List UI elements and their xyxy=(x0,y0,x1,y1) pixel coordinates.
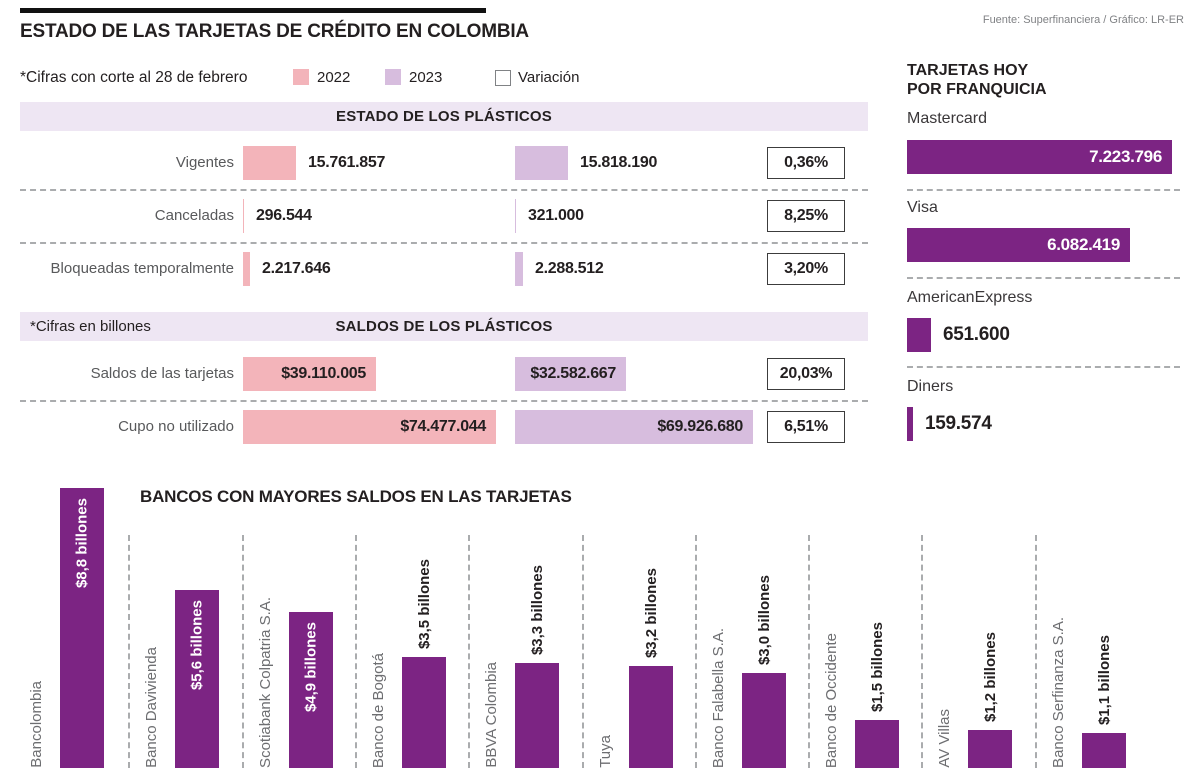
bank-value: $4,9 billones xyxy=(302,622,320,713)
bank-cell xyxy=(1035,535,1150,768)
franquicia-row-visa xyxy=(907,228,1130,262)
variacion-box: 0,36% xyxy=(767,147,845,179)
bar-2023 xyxy=(515,410,753,444)
value-2022: 296.544 xyxy=(256,207,312,224)
estado-row-2023-cell xyxy=(515,199,584,233)
bank-cell xyxy=(128,535,243,768)
bank-bar xyxy=(402,657,446,768)
legend-swatch-2023 xyxy=(385,69,401,85)
bank-cell xyxy=(921,535,1036,768)
row-label: Bloqueadas temporalmente xyxy=(50,260,234,277)
saldos-row-2022-cell xyxy=(243,357,376,391)
value-2023: 15.818.190 xyxy=(580,154,658,171)
estado-row-2023-cell xyxy=(515,146,657,180)
bank-cell xyxy=(15,498,128,768)
franquicia-separator xyxy=(907,277,1180,279)
bank-value: $3,5 billones xyxy=(416,558,433,649)
bank-label: BBVA Colombia xyxy=(483,662,500,768)
bar-2023 xyxy=(515,357,626,391)
variacion-box: 3,20% xyxy=(767,253,845,285)
bar-2023 xyxy=(515,146,568,180)
franquicia-separator xyxy=(907,366,1180,368)
saldos-section-note: *Cifras en billones xyxy=(30,318,151,335)
estado-section-title: ESTADO DE LOS PLÁSTICOS xyxy=(335,108,552,125)
bank-cell xyxy=(355,535,470,768)
legend-swatch-variacion xyxy=(495,70,511,86)
saldos-section-header xyxy=(20,312,868,341)
variacion-box: 8,25% xyxy=(767,200,845,232)
franquicia-value-visa: 6.082.419 xyxy=(1047,235,1120,254)
franquicia-heading-line1: TARJETAS HOY xyxy=(907,62,1029,79)
franquicia-heading xyxy=(907,61,1047,99)
bar-2023 xyxy=(515,252,523,286)
bank-label: Banco Falabella S.A. xyxy=(710,627,727,768)
bank-cell xyxy=(468,535,583,768)
franquicia-bar-mastercard xyxy=(907,140,1172,174)
franquicia-label-mastercard: Mastercard xyxy=(907,110,988,127)
value-2023: $32.582.667 xyxy=(530,365,616,382)
row-label: Canceladas xyxy=(154,207,234,224)
estado-row-2022-cell xyxy=(243,199,312,233)
bank-bar xyxy=(175,590,219,768)
bank-label: AV Villas xyxy=(936,709,953,768)
bank-label: Bancolombia xyxy=(28,681,45,768)
bank-value: $1,1 billones xyxy=(1096,634,1113,725)
estado-row-2022-cell xyxy=(243,146,385,180)
bar-2022 xyxy=(243,252,250,286)
legend-note: *Cifras con corte al 28 de febrero xyxy=(20,69,248,86)
saldos-row-2022-cell xyxy=(243,410,496,444)
franquicia-value-americanexpress: 651.600 xyxy=(943,324,1010,345)
bank-label: Banco de Occidente xyxy=(823,632,840,768)
bank-bar xyxy=(742,673,786,768)
bank-bar xyxy=(629,666,673,768)
estado-row-2022-cell xyxy=(243,252,330,286)
franquicia-bar-americanexpress xyxy=(907,318,931,352)
bank-label: Banco de Bogotá xyxy=(370,652,387,768)
bank-value: $3,3 billones xyxy=(529,564,546,655)
bank-value: $1,5 billones xyxy=(869,621,886,712)
franquicia-bar-visa xyxy=(907,228,1130,262)
row-separator xyxy=(20,242,868,244)
franquicia-row-diners xyxy=(907,407,992,441)
row-separator xyxy=(20,189,868,191)
bank-cell xyxy=(582,535,697,768)
franquicia-heading-line2: POR FRANQUICIA xyxy=(907,81,1047,98)
bank-bar xyxy=(60,488,104,768)
bank-bar xyxy=(515,663,559,768)
row-separator xyxy=(20,400,868,402)
bank-bar xyxy=(1082,733,1126,768)
bar-2022 xyxy=(243,146,296,180)
row-label: Vigentes xyxy=(175,154,234,171)
value-2023: $69.926.680 xyxy=(657,418,743,435)
legend-label-2022: 2022 xyxy=(317,69,351,86)
saldos-section-title: SALDOS DE LOS PLÁSTICOS xyxy=(335,318,553,335)
estado-row-2023-cell xyxy=(515,252,603,286)
estado-section-header xyxy=(20,102,868,131)
title-rule xyxy=(20,8,486,13)
bar-2023 xyxy=(515,199,516,233)
franquicia-row-mastercard xyxy=(907,140,1172,174)
franquicia-label-visa: Visa xyxy=(907,199,938,216)
source-credit: Fuente: Superfinanciera / Gráfico: LR-ER xyxy=(982,14,1184,26)
franquicia-label-americanexpress: AmericanExpress xyxy=(907,289,1033,306)
value-2022: 2.217.646 xyxy=(262,260,331,277)
bank-value: $8,8 billones xyxy=(73,498,91,589)
value-2023: 2.288.512 xyxy=(535,260,604,277)
bancos-chart-title: BANCOS CON MAYORES SALDOS EN LAS TARJETAS xyxy=(140,487,572,506)
legend-label-2023: 2023 xyxy=(409,69,443,86)
value-2023: 321.000 xyxy=(528,207,584,224)
franquicia-value-diners: 159.574 xyxy=(925,413,992,434)
franquicia-bar-diners xyxy=(907,407,913,441)
bank-label: Scotiabank Colpatria S.A. xyxy=(257,597,274,768)
bank-cell xyxy=(242,535,357,768)
bank-value: $3,2 billones xyxy=(643,567,660,658)
row-label: Cupo no utilizado xyxy=(118,418,234,435)
franquicia-label-diners: Diners xyxy=(907,378,954,395)
value-2022: $74.477.044 xyxy=(400,418,486,435)
variacion-box: 6,51% xyxy=(767,411,845,443)
franquicia-separator xyxy=(907,189,1180,191)
bank-bar xyxy=(968,730,1012,768)
bar-2022 xyxy=(243,199,244,233)
saldos-row-2023-cell xyxy=(515,410,753,444)
bank-bar xyxy=(855,720,899,768)
bancos-chart xyxy=(15,478,1185,768)
saldos-row-2023-cell xyxy=(515,357,626,391)
bank-label: Banco Serfinanza S.A. xyxy=(1050,617,1067,768)
bank-value: $1,2 billones xyxy=(982,631,999,722)
variacion-box: 20,03% xyxy=(767,358,845,390)
row-label: Saldos de las tarjetas xyxy=(90,365,234,382)
bank-cell xyxy=(695,535,810,768)
franquicia-value-mastercard: 7.223.796 xyxy=(1089,147,1162,166)
bar-2022 xyxy=(243,410,496,444)
franquicia-row-americanexpress xyxy=(907,318,1010,352)
bank-label: Tuya xyxy=(597,735,614,768)
legend-label-variacion: Variación xyxy=(518,69,580,86)
page-title: ESTADO DE LAS TARJETAS DE CRÉDITO EN COLOMBIA xyxy=(20,21,529,42)
value-2022: 15.761.857 xyxy=(308,154,386,171)
bank-label: Banco Davivienda xyxy=(143,647,160,768)
bar-2022 xyxy=(243,357,376,391)
bank-value: $3,0 billones xyxy=(756,574,773,665)
bank-bar xyxy=(289,612,333,768)
bank-cell xyxy=(808,535,923,768)
legend-swatch-2022 xyxy=(293,69,309,85)
bank-value: $5,6 billones xyxy=(188,600,206,691)
value-2022: $39.110.005 xyxy=(281,365,366,382)
